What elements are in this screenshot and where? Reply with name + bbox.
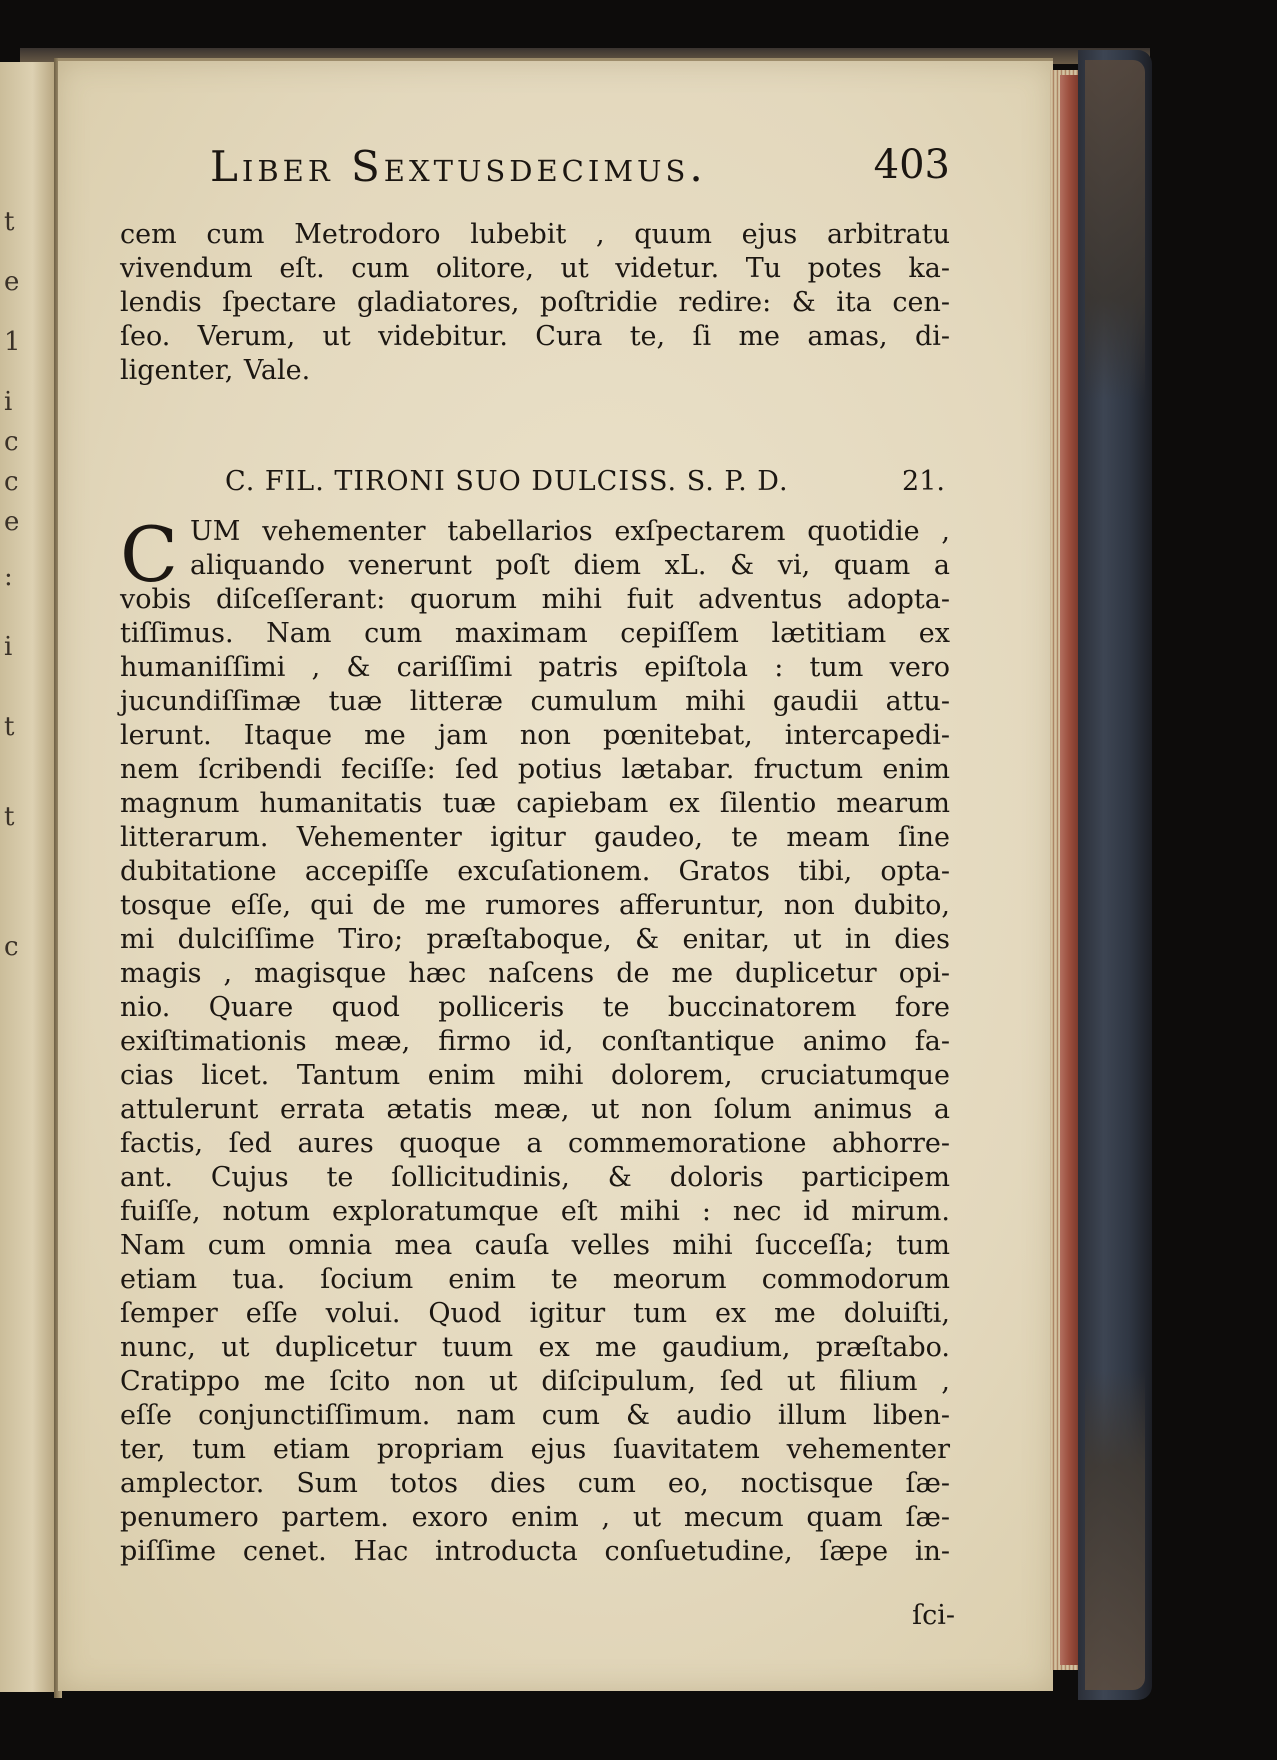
left-page-fragment: i [4,387,13,417]
left-page-fragment: t [4,802,15,832]
letter-number: 21. [902,466,945,497]
text-line: ter, tum etiam propriam ejus ſuavitatem vehementer [120,1434,950,1465]
drop-cap: C [120,510,179,599]
text-line: nio. Quare quod polliceris te buccinatorem fore [120,992,950,1023]
text-line: magnum humanitatis tuæ capiebam ex ſilentio mearum [120,788,950,819]
previous-letter-ending [120,218,950,388]
text-line: dubitatione accepiſſe excuſationem. Gratos tibi, opta- [120,856,950,887]
cover-leather-corner-top [1085,60,1145,400]
text-line: lerunt. Itaque me jam non pœnitebat, intercapedi- [120,720,950,751]
text-line: lendis ſpectare gladiatores, poſtridie redire: & ita cen- [120,287,950,318]
red-sprinkled-edge [1060,75,1078,1665]
running-head [210,142,950,198]
text-line: factis, ſed aures quoque a commemoratione abhorre- [120,1128,950,1159]
text-line: vobis diſceſſerant: quorum mihi fuit adventus adopta- [120,584,950,615]
page-number: 403 [873,142,950,188]
text-line: tosque eſſe, qui de me rumores afferuntur, non dubito, [120,890,950,921]
text-line: piſſime cenet. Hac introducta conſuetudine, ſæpe in- [120,1536,950,1567]
left-page-fragment: t [4,712,15,742]
text-line: penumero partem. exoro enim , ut mecum quam ſæ- [120,1502,950,1533]
letter-body [120,510,950,1569]
text-line: fuiſſe, notum exploratumque eſt mihi : nec id mirum. [120,1196,950,1227]
left-page-fragment: t [4,207,15,237]
left-page-fragment: : [4,562,13,592]
cover-leather-corner-bottom [1085,1370,1145,1690]
text-line: cias licet. Tantum enim mihi dolorem, cruciatumque [120,1060,950,1091]
text-line: litterarum. Vehementer igitur gaudeo, te meam ſine [120,822,950,853]
text-line: nunc, ut duplicetur tuum ex me gaudium, præſtabo. [120,1332,950,1363]
text-line: attulerunt errata ætatis meæ, ut non ſolum animus a [120,1094,950,1125]
text-line: eſſe conjunctiſſimum. nam cum & audio illum liben- [120,1400,950,1431]
text-line: aliquando venerunt poſt diem xL. & vi, quam a [190,550,950,581]
text-line: cem cum Metrodoro lubebit , quum ejus arbitratu [120,219,950,250]
text-line: ligenter, Vale. [120,355,311,386]
text-line: etiam tua. ſocium enim te meorum commodorum [120,1264,950,1295]
text-line: vivendum eſt. cum olitore, ut videtur. Tu potes ka- [120,253,950,284]
text-line: amplector. Sum totos dies cum eo, noctisque ſæ- [120,1468,950,1499]
text-line: mi dulciſſime Tiro; præſtaboque, & enitar, ut in dies [120,924,950,955]
left-page-fragment: 1 [4,327,21,357]
left-page-fragment: c [4,932,19,962]
catchword: ſci- [912,1600,955,1631]
left-page-fragment: c [4,427,19,457]
text-line: tiſſimus. Nam cum maximam cepiſſem lætitiam ex [120,618,950,649]
left-page-fragment: i [4,632,13,662]
letter-salutation: C. FIL. TIRONI SUO DULCISS. S. P. D. [225,466,789,497]
text-line: exiſtimationis meæ, firmo id, conſtantique animo fa- [120,1026,950,1057]
text-line: humaniſſimi , & cariſſimi patris epiſtola : tum vero [120,652,950,683]
text-line: jucundiſſimæ tuæ litteræ cumulum mihi gaudii attu- [120,686,950,717]
text-line: Nam cum omnia mea cauſa velles mihi ſucceſſa; tum [120,1230,950,1261]
left-page-fragment: e [4,267,20,297]
running-title: Liber Sextusdecimus. [210,142,707,191]
previous-page-edge [0,62,56,1692]
text-line: UM vehementer tabellarios exſpectarem quotidie , [190,516,950,547]
text-line: nem ſcribendi feciſſe: ſed potius lætabar. fructum enim [120,754,950,785]
text-line: ſeo. Verum, ut videbitur. Cura te, ſi me amas, di- [120,321,950,352]
left-page-fragment: e [4,507,20,537]
text-line: Cratippo me ſcito non ut diſcipulum, ſed ut filium , [120,1366,950,1397]
text-line: magis , magisque hæc naſcens de me duplicetur opi- [120,958,950,989]
letter-heading [225,466,945,506]
text-line: ant. Cujus te ſollicitudinis, & doloris participem [120,1162,950,1193]
text-line: ſemper eſſe volui. Quod igitur tum ex me doluiſti, [120,1298,950,1329]
left-page-fragment: c [4,467,19,497]
